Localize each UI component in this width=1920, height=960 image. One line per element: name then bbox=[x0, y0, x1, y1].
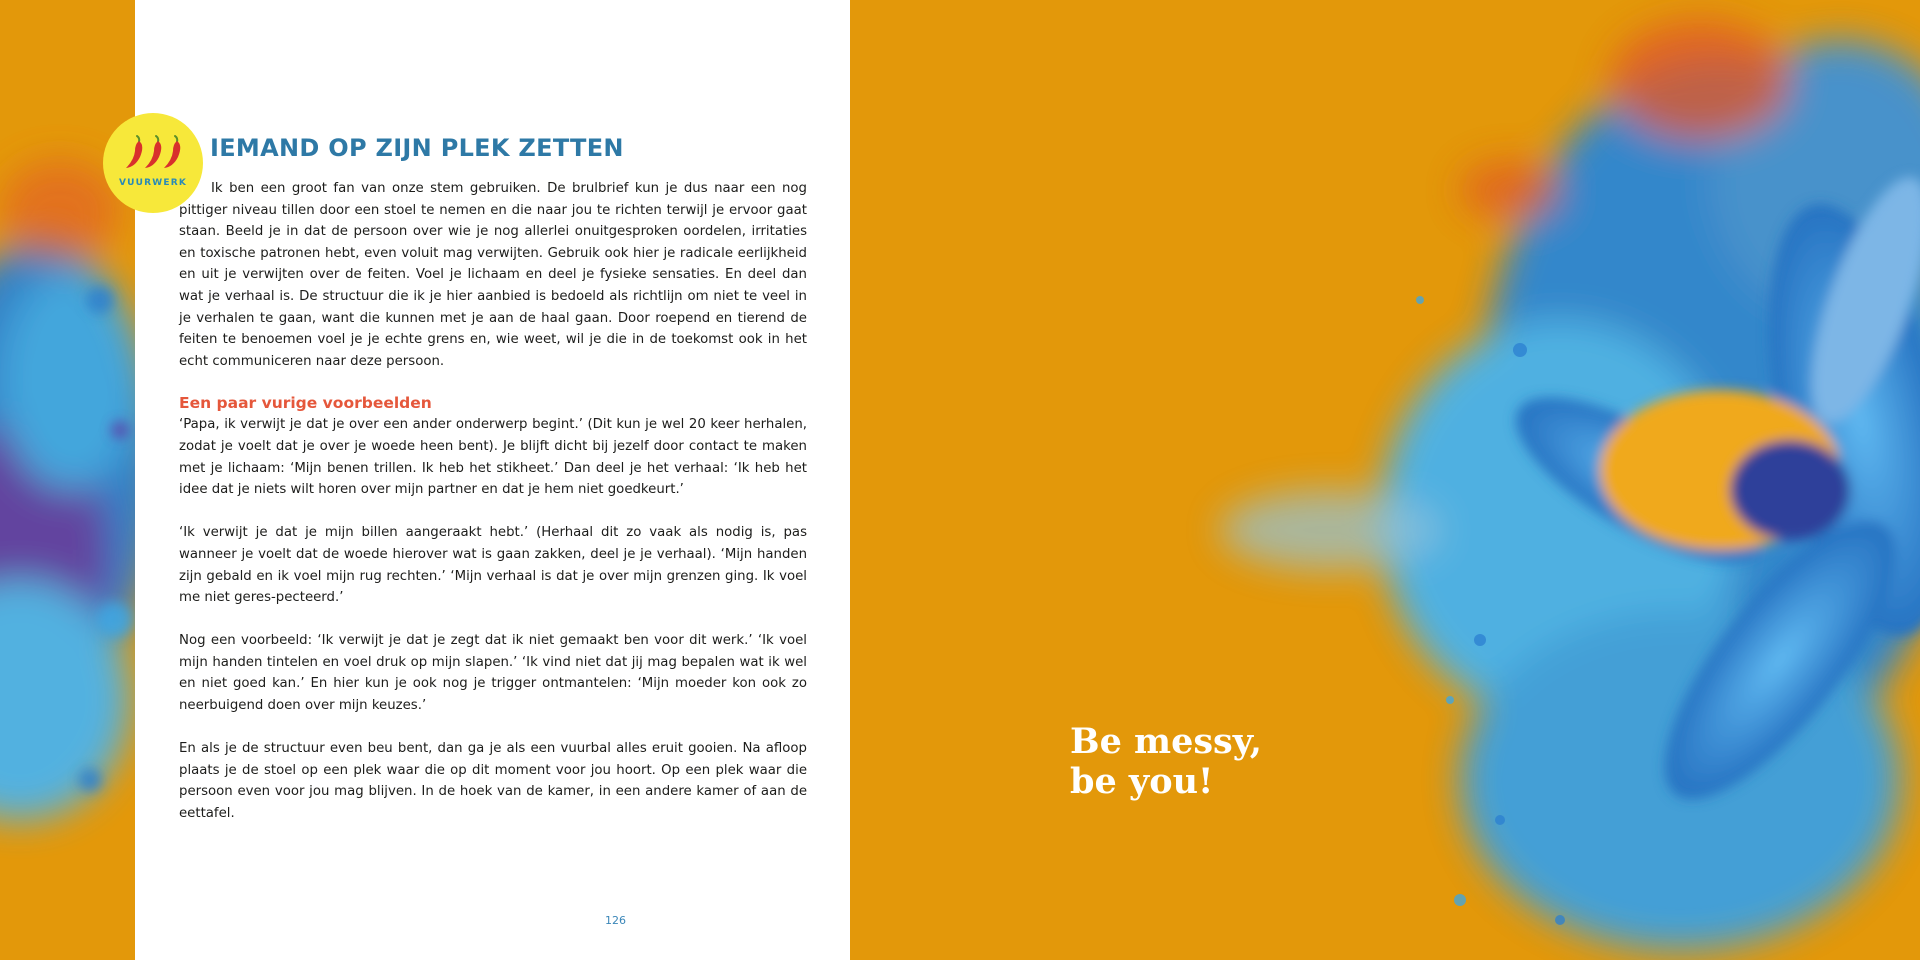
tagline-line-1: Be messy, bbox=[1070, 721, 1262, 762]
tagline-line-2: be you! bbox=[1070, 761, 1214, 802]
section-title: IEMAND OP ZIJN PLEK ZETTEN bbox=[210, 134, 624, 162]
intro-paragraph: Ik ben een groot fan van onze stem gebruiken. De brulbrief kun je dus naar een nog pittiger niveau tillen door een stoel te nemen en die naar jou te richten terwijl je ervoor gaat staan. Beeld je in dat de persoon over wie je nog allerlei onuitgesproken oordelen, irritaties en toxische patronen hebt, even voluit mag verwijten. Gebruik ook hier je radicale eerlijkheid en uit je verwijten over de feiten. Voel je lichaam en deel je fysieke sensaties. En deel dan wat je verhaal is. De structuur die ik je hier aanbied is bedoeld als richtlijn om niet te veel in je verhalen te gaan, want die kunnen met je aan de haal gaan. Door roepend en tierend de feiten te benoemen voel je je echte grens en, wie weet, wil je die in de toekomst ook in het echt communiceren naar deze persoon. bbox=[179, 181, 807, 369]
page-number: 126 bbox=[605, 914, 626, 927]
chili-peppers-icon bbox=[123, 132, 185, 172]
example-paragraph: Nog een voorbeeld: ‘Ik verwijt je dat je zegt dat ik niet gemaakt ben voor dit werk.’ ‘Ik voel mijn handen tintelen en voel druk op mijn slapen.’ ‘Ik vind niet dat jij mag bepalen wat ik wel en niet goed kan.’ En hier kun je ook nog je trigger ontmantelen: ‘Mijn moeder kon ook zo neerbuigend doen over mijn keuzes.’ bbox=[179, 633, 807, 714]
example-paragraph: ‘Ik verwijt je dat je mijn billen aangeraakt hebt.’ (Herhaal dit zo vaak als nodig is, pas wanneer je voelt dat de woede hierover wat is gaan zakken, deel je je verhaal). ‘Mijn handen zijn gebald en ik voel mijn rug rechten.’ ‘Mijn verhaal is dat je over mijn grenzen ging. Ik voel me niet geres-pecteerd.’ bbox=[179, 525, 807, 606]
tagline bbox=[1070, 722, 1262, 802]
vuurwerk-badge bbox=[103, 113, 203, 213]
subheading: Een paar vurige voorbeelden bbox=[179, 394, 432, 413]
example-paragraph: ‘Papa, ik verwijt je dat je over een ander onderwerp begint.’ (Dit kun je wel 20 keer herhalen, zodat je voelt dat je over je woede heen bent). Je blijft dicht bij jezelf door contact te maken met je lichaam: ‘Mijn benen trillen. Ik heb het stikheet.’ Dan deel je het verhaal: ‘Ik heb het idee dat je niets wilt horen over mijn partner en dat je hem niet goedkeurt.’ bbox=[179, 417, 807, 498]
example-paragraph: En als je de structuur even beu bent, dan ga je als een vuurbal alles eruit gooien. Na afloop plaats je de stoel op een plek waar die op dit moment voor jou hoort. Op een plek waar die persoon even voor jou mag blijven. In de hoek van de kamer, in een andere kamer of aan de eettafel. bbox=[179, 741, 807, 822]
badge-label: VUURWERK bbox=[118, 178, 188, 188]
body-text bbox=[179, 178, 807, 825]
